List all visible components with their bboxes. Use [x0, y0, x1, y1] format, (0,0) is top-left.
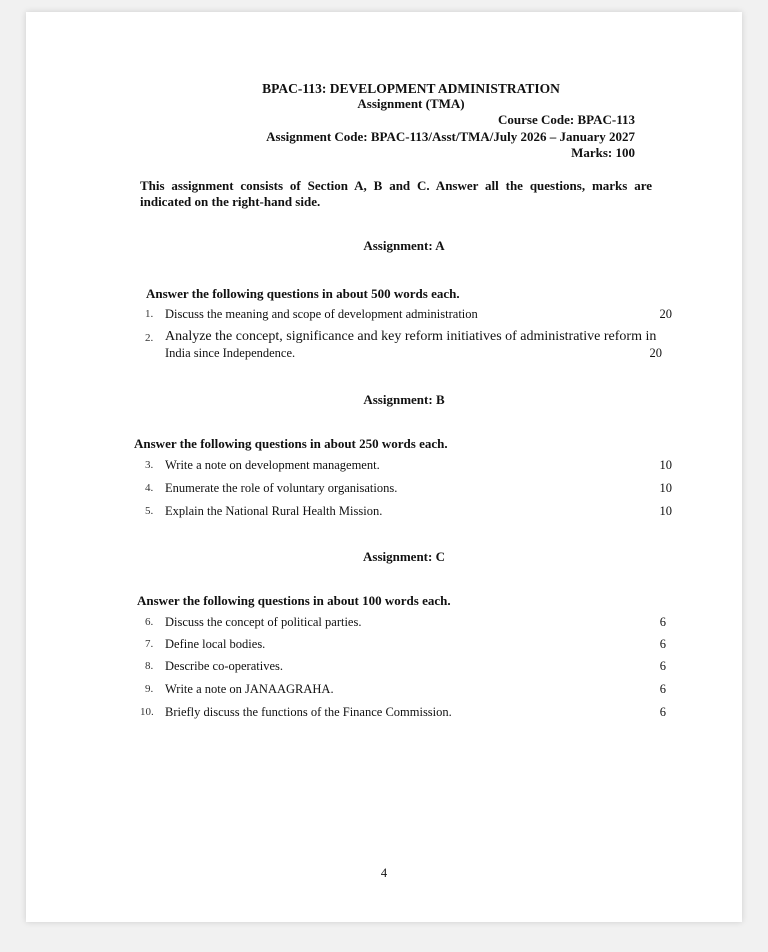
section-c-heading: Assignment: C	[363, 549, 445, 564]
question-number: 9.	[145, 683, 154, 695]
question-text: Define local bodies.	[165, 637, 266, 651]
question-marks: 6	[659, 705, 666, 719]
document-page	[26, 12, 742, 922]
question-marks: 6	[659, 637, 666, 651]
question-marks: 10	[659, 481, 672, 495]
question-marks: 20	[659, 307, 672, 321]
question-number: 8.	[145, 660, 154, 672]
question-text: Write a note on development management.	[165, 458, 380, 472]
section-a-heading: Assignment: A	[363, 238, 445, 253]
question-number: 6.	[145, 616, 154, 628]
section-c-instruction: Answer the following questions in about 100 words each.	[137, 593, 451, 608]
question-number: 2.	[145, 332, 154, 344]
question-text-continued: India since Independence.	[165, 346, 296, 360]
intro-paragraph: This assignment consists of Section A, B and C. Answer all the questions, marks are indicated on the right-hand side.	[140, 178, 652, 209]
question-text: Analyze the concept, significance and key reform initiatives of administrative reform in	[165, 329, 657, 344]
question-number: 10.	[140, 706, 154, 718]
question-text: Briefly discuss the functions of the Finance Commission.	[165, 705, 452, 719]
question-text: Explain the National Rural Health Mission.	[165, 504, 383, 518]
question-text: Describe co-operatives.	[165, 659, 283, 673]
question-number: 7.	[145, 638, 154, 650]
question-marks: 20	[649, 346, 662, 360]
document-title: BPAC-113: DEVELOPMENT ADMINISTRATION	[262, 81, 560, 96]
section-b-instruction: Answer the following questions in about 250 words each.	[134, 436, 448, 451]
question-text: Write a note on JANAAGRAHA.	[165, 682, 334, 696]
total-marks: Marks: 100	[571, 145, 635, 160]
question-number: 5.	[145, 505, 154, 517]
question-text: Discuss the concept of political parties.	[165, 615, 362, 629]
page-number: 4	[380, 866, 388, 880]
section-a-instruction: Answer the following questions in about 500 words each.	[146, 286, 460, 301]
assignment-code: Assignment Code: BPAC-113/Asst/TMA/July 2026 – January 2027	[266, 129, 635, 144]
question-marks: 6	[659, 615, 666, 629]
question-marks: 6	[659, 682, 666, 696]
question-marks: 10	[659, 504, 672, 518]
question-text: Discuss the meaning and scope of development administration	[165, 307, 478, 321]
question-number: 4.	[145, 482, 154, 494]
question-number: 3.	[145, 459, 154, 471]
question-marks: 6	[659, 659, 666, 673]
question-marks: 10	[659, 458, 672, 472]
course-code: Course Code: BPAC-113	[498, 112, 635, 127]
document-subtitle: Assignment (TMA)	[357, 96, 465, 111]
section-b-heading: Assignment: B	[363, 392, 445, 407]
question-text: Enumerate the role of voluntary organisations.	[165, 481, 398, 495]
question-number: 1.	[145, 308, 154, 320]
